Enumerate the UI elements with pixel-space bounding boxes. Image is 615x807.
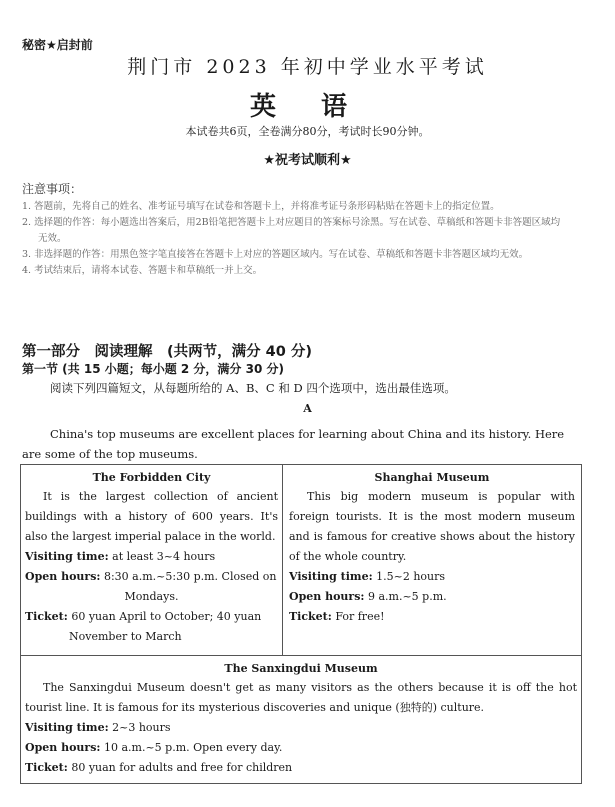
ticket-label: Ticket:: [25, 610, 68, 623]
visiting-time-value: at least 3~4 hours: [108, 550, 216, 563]
forbidden-city-cell: [21, 465, 283, 655]
good-luck-text: ★祝考试顺利★: [263, 153, 352, 168]
open-hours-label: Open hours:: [289, 590, 365, 603]
open-hours-label: Open hours:: [25, 570, 101, 583]
visiting-time: [289, 567, 575, 587]
open-hours: [25, 738, 577, 758]
visiting-time-value: 2~3 hours: [108, 721, 171, 734]
ticket-label: Ticket:: [25, 761, 68, 774]
open-hours-label: Open hours:: [25, 741, 101, 754]
visiting-time: [25, 718, 577, 738]
open-hours-value: 10 a.m.~5 p.m. Open every day.: [100, 741, 283, 754]
shanghai-museum-cell: [283, 465, 581, 655]
open-hours: [289, 587, 575, 607]
visiting-time: [25, 547, 278, 567]
ticket: [289, 607, 575, 627]
passage-letter: A: [303, 402, 312, 415]
confidential-label: 秘密★启封前: [22, 38, 93, 52]
ticket: [25, 758, 577, 778]
sanxingdui-museum-cell: [21, 655, 581, 783]
notice-item: 2. 选择题的作答：每小题选出答案后，用2B铅笔把答题卡上对应题目的答案标号涂黑。写在试卷、草稿纸和答题卡非答题区域均无效。: [22, 217, 561, 244]
ticket-value: 60 yuan April to October; 40 yuan: [67, 610, 262, 623]
notice-item: 4. 考试结束后，请将本试卷、答题卡和草稿纸一并上交。: [22, 265, 263, 276]
open-hours-value-cont: Mondays.: [124, 590, 179, 603]
open-hours: [25, 567, 278, 587]
museum-name: Shanghai Museum: [374, 471, 490, 484]
passage-intro: China's top museums are excellent places for learning about China and its history. Here are some of the top museums.: [22, 427, 565, 461]
notice-item: 1. 答题前，先将自己的姓名、准考证号填写在试卷和答题卡上，并将准考证号条形码粘贴在答题卡上的指定位置。: [22, 201, 500, 212]
visiting-time-label: Visiting time:: [25, 721, 109, 734]
section-title: 第一节 (共 15 小题；每小题 2 分，满分 30 分): [22, 362, 284, 376]
notice-item: 3. 非选择题的作答：用黑色签字笔直接答在答题卡上对应的答题区域内。写在试卷、草稿纸和答题卡非答题区域均无效。: [22, 249, 529, 260]
ticket-value: 80 yuan for adults and free for children: [67, 761, 293, 774]
open-hours-value: 9 a.m.~5 p.m.: [364, 590, 447, 603]
museum-table: [20, 464, 582, 784]
museum-description: It is the largest collection of ancient buildings with a history of 600 years. It's also the largest imperial palace in the world.: [25, 490, 278, 543]
open-hours-value: 8:30 a.m.~5:30 p.m. Closed on: [100, 570, 277, 583]
visiting-time-label: Visiting time:: [25, 550, 109, 563]
ticket-label: Ticket:: [289, 610, 332, 623]
visiting-time-label: Visiting time:: [289, 570, 373, 583]
museum-description: This big modern museum is popular with foreign tourists. It is the most modern museum and is famous for creative shows about the history of the whole country.: [289, 490, 575, 563]
museum-name: The Forbidden City: [92, 471, 211, 484]
notice-title: 注意事项：: [22, 182, 83, 196]
exam-title: 荆门市 2023 年初中学业水平考试: [127, 56, 488, 78]
subject-title: 英 语: [249, 92, 366, 122]
notice-list: [22, 199, 562, 279]
ticket-value-cont: November to March: [69, 630, 182, 643]
exam-info: 本试卷共6页，全卷满分80分，考试时长90分钟。: [185, 125, 430, 138]
ticket: [25, 607, 278, 627]
part-title: 第一部分 阅读理解 (共两节，满分 40 分): [22, 344, 313, 360]
museum-description: The Sanxingdui Museum doesn't get as many visitors as the others because it is off the hot tourist line. It is famous for its mysterious discoveries and unique (独特的) culture.: [25, 681, 577, 714]
museum-name: The Sanxingdui Museum: [224, 662, 378, 675]
ticket-value: For free!: [331, 610, 385, 623]
instruction-text: 阅读下列四篇短文，从每题所给的 A、B、C 和 D 四个选项中，选出最佳选项。: [50, 381, 456, 395]
visiting-time-value: 1.5~2 hours: [372, 570, 446, 583]
